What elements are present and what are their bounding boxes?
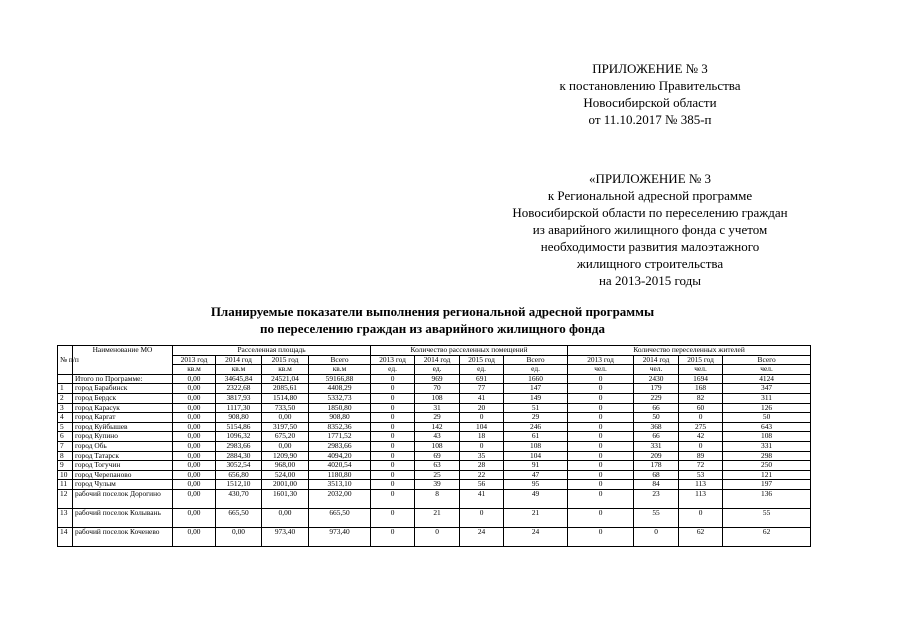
title-line: по переселению граждан из аварийного жилищного фонда <box>259 321 606 336</box>
cell-value: 113 <box>679 480 723 490</box>
cell-value: 1850,80 <box>309 403 371 413</box>
cell-value: 2322,68 <box>216 384 262 394</box>
cell-value: 66 <box>634 403 679 413</box>
cell-value: 2085,61 <box>262 384 309 394</box>
cell-value: 0 <box>568 413 634 423</box>
cell-value: 84 <box>634 480 679 490</box>
cell-value: 1514,80 <box>262 393 309 403</box>
unit-area: кв.м <box>262 365 309 375</box>
cell-value: 0 <box>679 441 723 451</box>
total-cell: 0 <box>568 374 634 384</box>
col-header-year: 2015 год <box>460 355 504 365</box>
unit-area: кв.м <box>216 365 262 375</box>
cell-mo-name: город Барабинск <box>73 384 173 394</box>
cell-value: 108 <box>415 441 460 451</box>
table-row <box>58 393 811 403</box>
cell-value: 1209,90 <box>262 451 309 461</box>
total-cell: 59166,88 <box>309 374 371 384</box>
cell-mo-name: город Купино <box>73 432 173 442</box>
cell-value: 0 <box>460 508 504 527</box>
cell-value: 82 <box>679 393 723 403</box>
col-header-year: 2013 год <box>568 355 634 365</box>
unit-people: чел. <box>679 365 723 375</box>
cell-value: 4020,54 <box>309 461 371 471</box>
table-row <box>58 527 811 546</box>
cell-value: 1096,32 <box>216 432 262 442</box>
cell-value: 0 <box>568 384 634 394</box>
total-cell: 1660 <box>504 374 568 384</box>
cell-mo-name: город Каргат <box>73 413 173 423</box>
cell-value: 70 <box>415 384 460 394</box>
col-header-year: 2014 год <box>415 355 460 365</box>
cell-mo-name: город Черепаново <box>73 470 173 480</box>
cell-value: 0 <box>371 480 415 490</box>
table-row <box>58 432 811 442</box>
cell-value: 69 <box>415 451 460 461</box>
indicators-table <box>57 345 811 547</box>
cell-value: 49 <box>504 489 568 508</box>
col-header-year: 2015 год <box>262 355 309 365</box>
total-cell: 4124 <box>723 374 811 384</box>
cell-value: 298 <box>723 451 811 461</box>
cell-value: 733,50 <box>262 403 309 413</box>
unit-rooms: ед. <box>460 365 504 375</box>
cell-value: 0 <box>371 432 415 442</box>
cell-mo-name: город Чулым <box>73 480 173 490</box>
cell-value: 29 <box>415 413 460 423</box>
cell-value: 60 <box>679 403 723 413</box>
cell-value: 3052,54 <box>216 461 262 471</box>
cell-value: 0,00 <box>262 441 309 451</box>
unit-rooms: ед. <box>371 365 415 375</box>
cell-value: 331 <box>723 441 811 451</box>
cell-value: 2983,66 <box>216 441 262 451</box>
group-header-rooms: Количество расселенных помещений <box>371 346 568 356</box>
cell-value: 61 <box>504 432 568 442</box>
cell-value: 1601,30 <box>262 489 309 508</box>
cell-value: 62 <box>679 527 723 546</box>
cell-value: 0 <box>568 508 634 527</box>
total-cell: 969 <box>415 374 460 384</box>
cell-value: 665,50 <box>309 508 371 527</box>
cell-value: 41 <box>460 489 504 508</box>
cell-mo-name: рабочий поселок Коченево <box>73 527 173 546</box>
cell-value: 430,70 <box>216 489 262 508</box>
cell-value: 178 <box>634 461 679 471</box>
cell-value: 108 <box>723 432 811 442</box>
col-header-total: Всего <box>504 355 568 365</box>
cell-value: 31 <box>415 403 460 413</box>
cell-value: 0 <box>371 413 415 423</box>
cell-value: 2001,00 <box>262 480 309 490</box>
cell-value: 0,00 <box>216 527 262 546</box>
cell-value: 24 <box>460 527 504 546</box>
unit-people: чел. <box>568 365 634 375</box>
table-row <box>58 489 811 508</box>
cell-value: 2032,00 <box>309 489 371 508</box>
cell-value: 50 <box>634 413 679 423</box>
col-header-num: № п/п <box>58 346 73 375</box>
cell-value: 229 <box>634 393 679 403</box>
cell-value: 24 <box>504 527 568 546</box>
cell-value: 68 <box>634 470 679 480</box>
table-body <box>58 374 811 546</box>
cell-value: 39 <box>415 480 460 490</box>
table-row <box>58 461 811 471</box>
cell-value: 5154,86 <box>216 422 262 432</box>
cell-value: 136 <box>723 489 811 508</box>
cell-mo-name: город Татарск <box>73 451 173 461</box>
cell-value: 149 <box>504 393 568 403</box>
cell-value: 168 <box>679 384 723 394</box>
cell-value: 55 <box>723 508 811 527</box>
cell-num: 11 <box>58 480 73 490</box>
cell-value: 908,80 <box>216 413 262 423</box>
cell-num: 6 <box>58 432 73 442</box>
cell-value: 0 <box>371 527 415 546</box>
cell-value: 524,00 <box>262 470 309 480</box>
cell-value: 21 <box>504 508 568 527</box>
cell-value: 0 <box>371 451 415 461</box>
col-header-year: 2013 год <box>173 355 216 365</box>
table-row <box>58 413 811 423</box>
cell-value: 0,00 <box>173 508 216 527</box>
cell-value: 1512,10 <box>216 480 262 490</box>
cell-value: 0,00 <box>173 432 216 442</box>
cell-value: 0,00 <box>173 480 216 490</box>
cell-value: 179 <box>634 384 679 394</box>
cell-value: 28 <box>460 461 504 471</box>
cell-value: 973,40 <box>309 527 371 546</box>
appendix-header <box>520 60 780 128</box>
cell-value: 0 <box>568 403 634 413</box>
cell-value: 1117,30 <box>216 403 262 413</box>
cell-value: 675,20 <box>262 432 309 442</box>
cell-value: 91 <box>504 461 568 471</box>
cell-value: 3197,50 <box>262 422 309 432</box>
cell-value: 29 <box>504 413 568 423</box>
group-header-area: Расселенная площадь <box>173 346 371 356</box>
cell-value: 8352,36 <box>309 422 371 432</box>
cell-mo-name: рабочий поселок Колывань <box>73 508 173 527</box>
cell-value: 0,00 <box>262 508 309 527</box>
total-cell: 0 <box>371 374 415 384</box>
cell-num: 13 <box>58 508 73 527</box>
cell-value: 0,00 <box>173 527 216 546</box>
program-appendix-line: необходимости развития малоэтажного <box>540 239 760 254</box>
cell-value: 0 <box>371 403 415 413</box>
program-appendix-line: «ПРИЛОЖЕНИЕ № 3 <box>588 171 712 186</box>
col-header-total: Всего <box>309 355 371 365</box>
cell-num: 1 <box>58 384 73 394</box>
cell-num: 3 <box>58 403 73 413</box>
cell-value: 0,00 <box>173 384 216 394</box>
cell-value: 209 <box>634 451 679 461</box>
cell-value: 0 <box>460 413 504 423</box>
cell-value: 250 <box>723 461 811 471</box>
cell-value: 0,00 <box>173 489 216 508</box>
cell-value: 0 <box>568 527 634 546</box>
cell-value: 0 <box>371 422 415 432</box>
unit-people: чел. <box>723 365 811 375</box>
appendix-title: ПРИЛОЖЕНИЕ № 3 <box>592 61 708 76</box>
cell-value: 1180,80 <box>309 470 371 480</box>
cell-value: 104 <box>460 422 504 432</box>
cell-value: 18 <box>460 432 504 442</box>
cell-value: 311 <box>723 393 811 403</box>
cell-value: 0,00 <box>173 413 216 423</box>
col-header-total: Всего <box>723 355 811 365</box>
cell-value: 347 <box>723 384 811 394</box>
cell-value: 4408,29 <box>309 384 371 394</box>
cell-value: 0,00 <box>262 413 309 423</box>
unit-people: чел. <box>634 365 679 375</box>
cell-value: 23 <box>634 489 679 508</box>
total-cell: 24521,04 <box>262 374 309 384</box>
cell-value: 25 <box>415 470 460 480</box>
group-header-people: Количество переселенных жителей <box>568 346 811 356</box>
cell-value: 0 <box>568 441 634 451</box>
program-appendix-line: на 2013-2015 годы <box>598 273 702 288</box>
total-cell: 0,00 <box>173 374 216 384</box>
appendix-line: к постановлению Правительства <box>559 78 741 93</box>
cell-value: 656,80 <box>216 470 262 480</box>
cell-mo-name: город Бердск <box>73 393 173 403</box>
cell-value: 0,00 <box>173 403 216 413</box>
table-row <box>58 480 811 490</box>
cell-value: 4094,20 <box>309 451 371 461</box>
cell-value: 121 <box>723 470 811 480</box>
cell-value: 43 <box>415 432 460 442</box>
total-cell: 691 <box>460 374 504 384</box>
cell-num: 14 <box>58 527 73 546</box>
cell-value: 51 <box>504 403 568 413</box>
cell-value: 0 <box>371 441 415 451</box>
cell-value: 665,50 <box>216 508 262 527</box>
unit-area: кв.м <box>173 365 216 375</box>
cell-value: 126 <box>723 403 811 413</box>
cell-value: 3817,93 <box>216 393 262 403</box>
cell-value: 0 <box>679 508 723 527</box>
cell-value: 108 <box>504 441 568 451</box>
cell-value: 20 <box>460 403 504 413</box>
col-header-year: 2014 год <box>216 355 262 365</box>
cell-mo-name: город Карасук <box>73 403 173 413</box>
col-header-year: 2014 год <box>634 355 679 365</box>
cell-value: 0,00 <box>173 393 216 403</box>
title-line: Планируемые показатели выполнения региональной адресной программы <box>210 304 655 319</box>
cell-value: 142 <box>415 422 460 432</box>
cell-mo-name: город Обь <box>73 441 173 451</box>
cell-value: 968,00 <box>262 461 309 471</box>
cell-value: 1771,52 <box>309 432 371 442</box>
cell-value: 63 <box>415 461 460 471</box>
cell-value: 21 <box>415 508 460 527</box>
total-label: Итого по Программе: <box>73 374 173 384</box>
cell-value: 0 <box>568 432 634 442</box>
cell-value: 368 <box>634 422 679 432</box>
cell-num: 7 <box>58 441 73 451</box>
cell-value: 62 <box>723 527 811 546</box>
unit-rooms: ед. <box>415 365 460 375</box>
cell-value: 0 <box>568 422 634 432</box>
cell-value: 22 <box>460 470 504 480</box>
cell-value: 95 <box>504 480 568 490</box>
cell-value: 0,00 <box>173 422 216 432</box>
program-appendix-header <box>470 170 830 289</box>
cell-value: 246 <box>504 422 568 432</box>
cell-value: 55 <box>634 508 679 527</box>
cell-value: 0 <box>371 384 415 394</box>
total-cell: 34645,84 <box>216 374 262 384</box>
cell-value: 113 <box>679 489 723 508</box>
cell-value: 0 <box>371 393 415 403</box>
table-row <box>58 441 811 451</box>
cell-value: 331 <box>634 441 679 451</box>
col-header-year: 2013 год <box>371 355 415 365</box>
cell-value: 0 <box>460 441 504 451</box>
col-header-name: Наименование МО <box>73 346 173 375</box>
cell-value: 0 <box>415 527 460 546</box>
appendix-date: от 11.10.2017 № 385-п <box>588 112 712 127</box>
cell-value: 0 <box>568 393 634 403</box>
total-cell: 2430 <box>634 374 679 384</box>
appendix-line: Новосибирской области <box>583 95 717 110</box>
cell-value: 41 <box>460 393 504 403</box>
cell-value: 2983,66 <box>309 441 371 451</box>
cell-value: 0,00 <box>173 461 216 471</box>
cell-num: 8 <box>58 451 73 461</box>
cell-num: 4 <box>58 413 73 423</box>
cell-value: 77 <box>460 384 504 394</box>
total-cell: 1694 <box>679 374 723 384</box>
cell-value: 0 <box>371 470 415 480</box>
cell-value: 0,00 <box>173 451 216 461</box>
cell-value: 53 <box>679 470 723 480</box>
cell-value: 973,40 <box>262 527 309 546</box>
cell-value: 35 <box>460 451 504 461</box>
table-row <box>58 508 811 527</box>
cell-num: 10 <box>58 470 73 480</box>
cell-value: 8 <box>415 489 460 508</box>
cell-mo-name: город Тогучин <box>73 461 173 471</box>
cell-value: 0 <box>679 413 723 423</box>
col-header-year: 2015 год <box>679 355 723 365</box>
cell-num: 9 <box>58 461 73 471</box>
cell-value: 89 <box>679 451 723 461</box>
program-appendix-line: из аварийного жилищного фонда с учетом <box>532 222 768 237</box>
cell-value: 56 <box>460 480 504 490</box>
cell-value: 2884,30 <box>216 451 262 461</box>
cell-value: 0,00 <box>173 470 216 480</box>
cell-value: 104 <box>504 451 568 461</box>
cell-num: 2 <box>58 393 73 403</box>
cell-value: 72 <box>679 461 723 471</box>
cell-mo-name: город Куйбышев <box>73 422 173 432</box>
cell-value: 47 <box>504 470 568 480</box>
cell-value: 0 <box>568 470 634 480</box>
program-appendix-line: жилищного строительства <box>576 256 724 271</box>
document-title <box>0 303 865 337</box>
cell-value: 275 <box>679 422 723 432</box>
cell-value: 108 <box>415 393 460 403</box>
cell-value: 0 <box>371 489 415 508</box>
cell-value: 643 <box>723 422 811 432</box>
cell-value: 0 <box>634 527 679 546</box>
cell-value: 0 <box>568 461 634 471</box>
cell-value: 66 <box>634 432 679 442</box>
program-appendix-line: Новосибирской области по переселению граждан <box>512 205 788 220</box>
cell-num: 5 <box>58 422 73 432</box>
cell-value: 50 <box>723 413 811 423</box>
cell-value: 3513,10 <box>309 480 371 490</box>
cell-value: 908,80 <box>309 413 371 423</box>
cell-value: 0 <box>371 508 415 527</box>
cell-value: 147 <box>504 384 568 394</box>
cell-value: 0 <box>371 461 415 471</box>
unit-rooms: ед. <box>504 365 568 375</box>
cell-value: 0 <box>568 480 634 490</box>
cell-value: 0 <box>568 451 634 461</box>
program-appendix-line: к Региональной адресной программе <box>547 188 753 203</box>
cell-mo-name: рабочий поселок Дорогино <box>73 489 173 508</box>
cell-value: 0,00 <box>173 441 216 451</box>
cell-num: 12 <box>58 489 73 508</box>
cell-value: 42 <box>679 432 723 442</box>
cell-value: 0 <box>568 489 634 508</box>
cell-value: 5332,73 <box>309 393 371 403</box>
unit-area: кв.м <box>309 365 371 375</box>
cell-value: 197 <box>723 480 811 490</box>
